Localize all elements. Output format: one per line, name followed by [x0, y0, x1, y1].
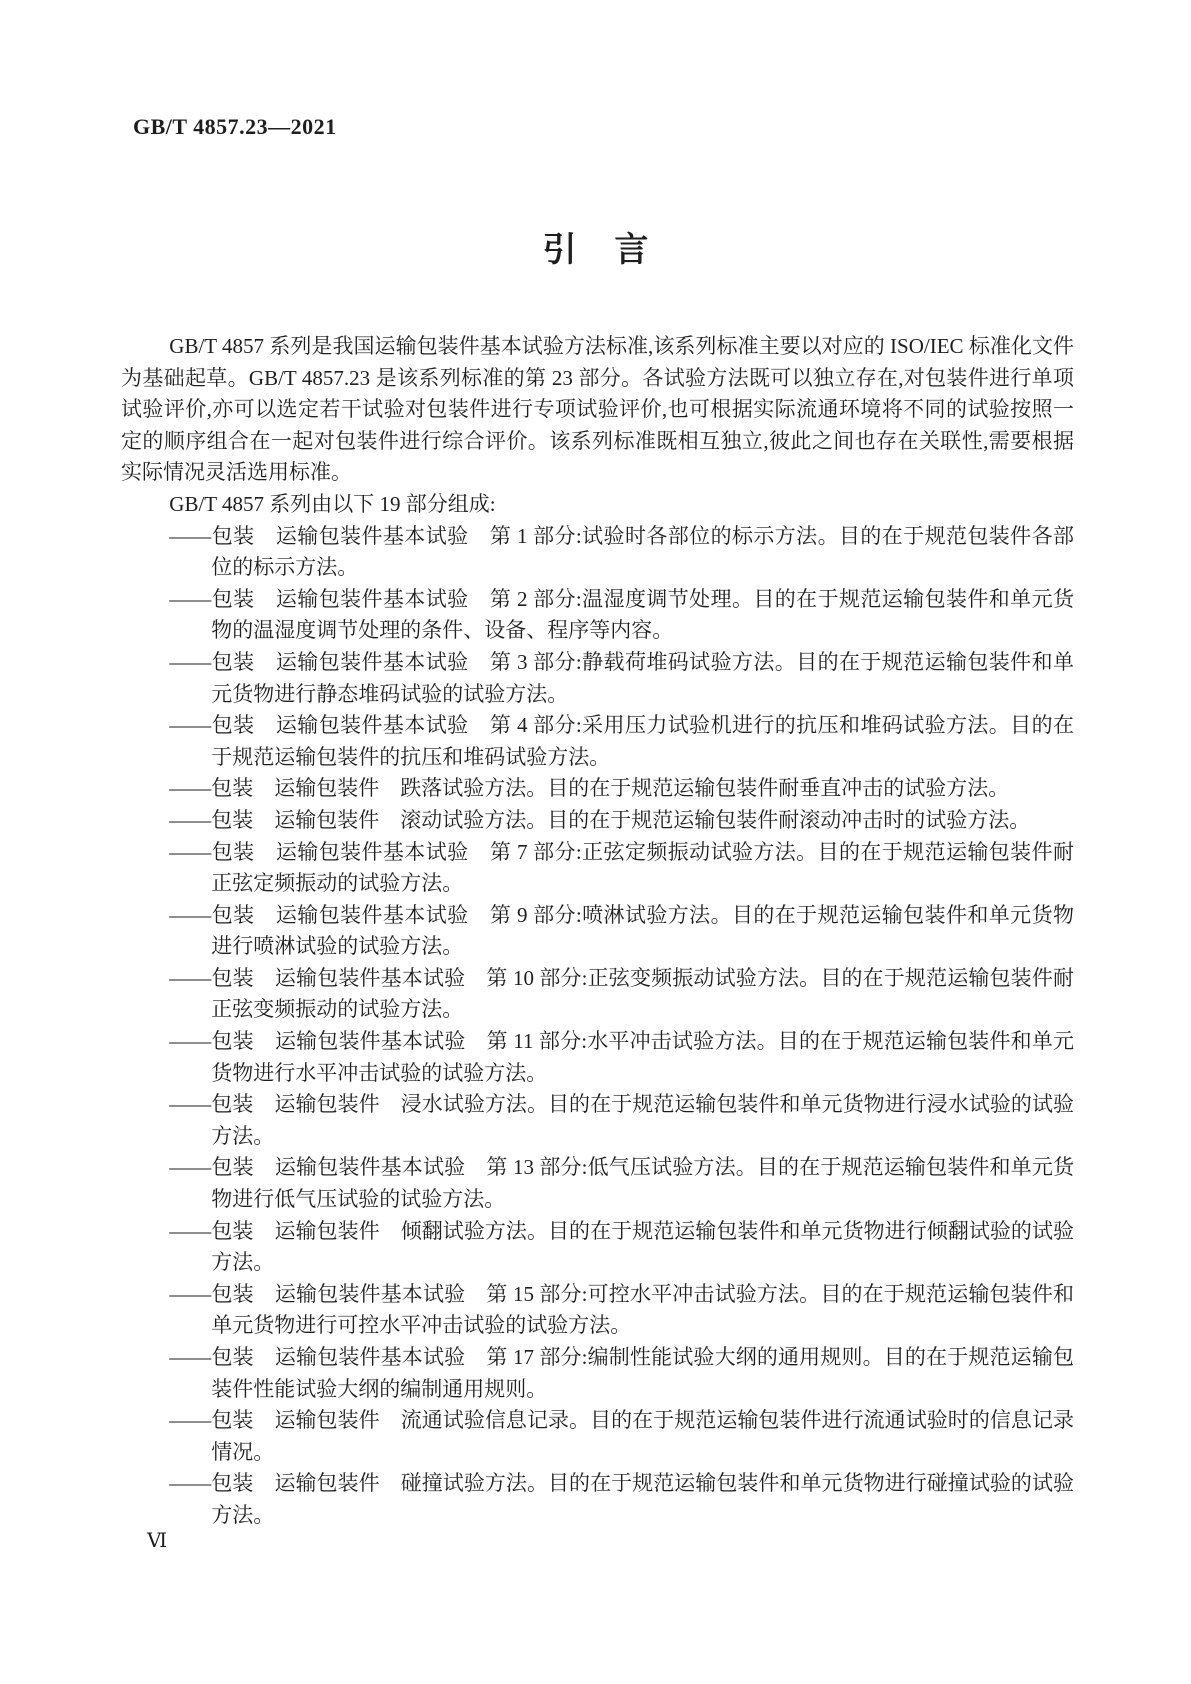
list-item: ——包装 运输包装件 滚动试验方法。目的在于规范运输包装件耐滚动冲击时的试验方法。 [169, 807, 1031, 832]
list-item: ——包装 运输包装件基本试验 第 1 部分:试验时各部位的标示方法。目的在于规范包装件各部位的标示方法。 [169, 523, 1074, 580]
list-item: ——包装 运输包装件 流通试验信息记录。目的在于规范运输包装件进行流通试验时的信息记录情况。 [169, 1408, 1074, 1464]
introduction-body [121, 331, 1074, 1532]
intro-paragraph-2: GB/T 4857 系列由以下 19 部分组成: [169, 491, 496, 516]
page-number: Ⅵ [147, 1530, 168, 1552]
standard-number-header: GB/T 4857.23—2021 [133, 114, 337, 139]
list-item: ——包装 运输包装件 跌落试验方法。目的在于规范运输包装件耐垂直冲击的试验方法。 [169, 776, 1010, 801]
page-title: 引 言 [542, 231, 649, 269]
list-item: ——包装 运输包装件 碰撞试验方法。目的在于规范运输包装件和单元货物进行碰撞试验的试验方法。 [169, 1471, 1074, 1527]
list-item: ——包装 运输包装件基本试验 第 9 部分:喷淋试验方法。目的在于规范运输包装件和单元货物进行喷淋试验的试验方法。 [169, 902, 1074, 959]
list-item: ——包装 运输包装件基本试验 第 2 部分:温湿度调节处理。目的在于规范运输包装件和单元货物的温湿度调节处理的条件、设备、程序等内容。 [169, 586, 1074, 643]
list-item: ——包装 运输包装件 浸水试验方法。目的在于规范运输包装件和单元货物进行浸水试验的试验方法。 [169, 1092, 1074, 1148]
list-item: ——包装 运输包装件基本试验 第 7 部分:正弦定频振动试验方法。目的在于规范运输包装件耐正弦定频振动的试验方法。 [169, 839, 1074, 896]
list-item: ——包装 运输包装件基本试验 第 15 部分:可控水平冲击试验方法。目的在于规范运输包装件和单元货物进行可控水平冲击试验的试验方法。 [169, 1281, 1074, 1338]
list-item: ——包装 运输包装件基本试验 第 4 部分:采用压力试验机进行的抗压和堆码试验方法。目的在于规范运输包装件的抗压和堆码试验方法。 [169, 713, 1074, 769]
parts-list [121, 521, 1074, 1532]
list-item: ——包装 运输包装件基本试验 第 10 部分:正弦变频振动试验方法。目的在于规范运输包装件耐正弦变频振动的试验方法。 [169, 965, 1074, 1022]
list-item: ——包装 运输包装件基本试验 第 11 部分:水平冲击试验方法。目的在于规范运输包装件和单元货物进行水平冲击试验的试验方法。 [169, 1029, 1074, 1085]
list-item: ——包装 运输包装件基本试验 第 13 部分:低气压试验方法。目的在于规范运输包装件和单元货物进行低气压试验的试验方法。 [169, 1155, 1074, 1212]
list-item: ——包装 运输包装件基本试验 第 17 部分:编制性能试验大纲的通用规则。目的在于规范运输包装件性能试验大纲的编制通用规则。 [169, 1345, 1074, 1401]
list-item: ——包装 运输包装件基本试验 第 3 部分:静载荷堆码试验方法。目的在于规范运输包装件和单元货物进行静态堆码试验的试验方法。 [169, 649, 1074, 706]
intro-paragraph-1: GB/T 4857 系列是我国运输包装件基本试验方法标准,该系列标准主要以对应的 ISO/IEC 标准化文件为基础起草。GB/T 4857.23 是该系列标准的第 23 部分。各试验方法既可以独立存在,对包装件进行单项试验评价,亦可以选定若干试验对包装件进行专项试验评价,也可根据实际流通环境将不同的试验按照一定的顺序组合在一起对包装件进行综合评价。该系列标准既相互独立,彼此之间也存在关联性,需要根据实际情况灵活选用标准。 [121, 334, 1074, 485]
list-item: ——包装 运输包装件 倾翻试验方法。目的在于规范运输包装件和单元货物进行倾翻试验的试验方法。 [169, 1218, 1074, 1275]
